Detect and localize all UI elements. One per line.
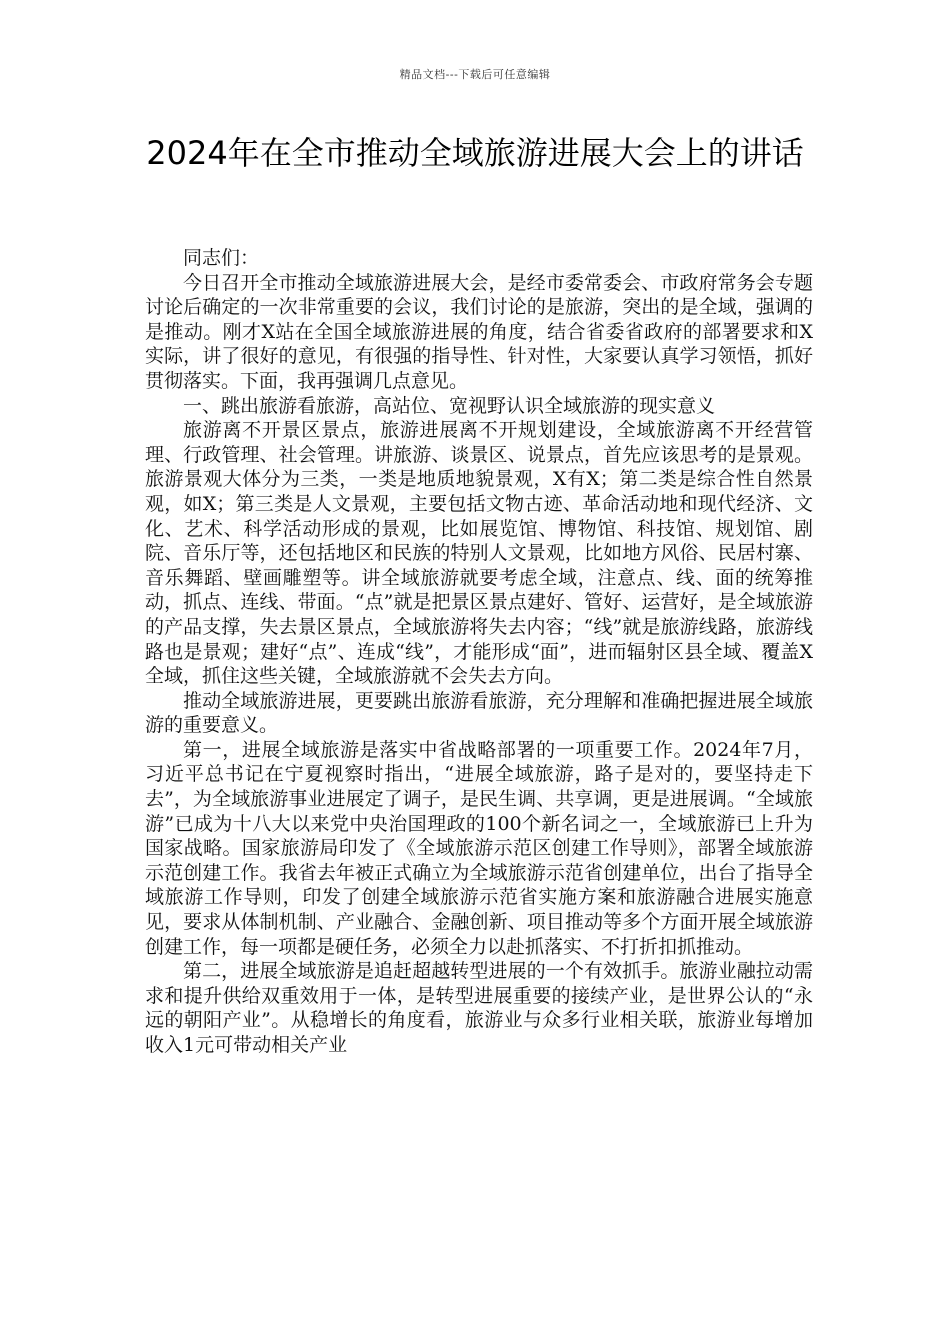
paragraph: 第一，进展全域旅游是落实中省战略部署的一项重要工作。2024年7月，习近平总书记在宁夏视察时指出，“进展全域旅游，路子是对的，要坚持走下去”，为全域旅游事业进展定了调子，是民生调、共享调，更是进展调。“全域旅游”已成为十八大以来党中央治国理政的100个新名词之一，全域旅游已上升为国家战略。国家旅游局印发了《全域旅游示范区创建工作导则》，部署全域旅游示范创建工作。我省去年被正式确立为全域旅游示范省创建单位，出台了指导全域旅游工作导则，印发了创建全域旅游示范省实施方案和旅游融合进展实施意见，要求从体制机制、产业融合、金融创新、项目推动等多个方面开展全域旅游创建工作，每一项都是硬任务，必须全力以赴抓落实、不打折扣抓推动。 [145,738,813,958]
paragraph: 第二，进展全域旅游是追赶超越转型进展的一个有效抓手。旅游业融拉动需求和提升供给双重效用于一体，是转型进展重要的接续产业，是世界公认的“永远的朝阳产业”。从稳增长的角度看，旅游业与众多行业相关联，旅游业每增加收入1元可带动相关产业 [145,960,813,1056]
document-title: 2024年在全市推动全域旅游进展大会上的讲话 [146,134,804,172]
salutation: 同志们： [183,247,260,269]
section-heading: 一、跳出旅游看旅游，高站位、宽视野认识全域旅游的现实意义 [183,394,716,417]
header-note: 精品文档---下载后可任意编辑 [399,68,551,81]
paragraph: 旅游离不开景区景点，旅游进展离不开规划建设，全域旅游离不开经营管理、行政管理、社会管理。讲旅游、谈景区、说景点，首先应该思考的是景观。旅游景观大体分为三类，一类是地质地貌景观，X有X；第二类是综合性自然景观，如X；第三类是人文景观，主要包括文物古迹、革命活动地和现代经济、文化、艺术、科学活动形成的景观，比如展览馆、博物馆、科技馆、规划馆、剧院、音乐厅等，还包括地区和民族的特别人文景观，比如地方风俗、民居村寨、音乐舞蹈、壁画雕塑等。讲全域旅游就要考虑全域，注意点、线、面的统筹推动，抓点、连线、带面。“点”就是把景区景点建好、管好、运营好，是全域旅游的产品支撑，失去景区景点，全域旅游将失去内容；“线”就是旅游线路，旅游线路也是景观；建好“点”、连成“线”，才能形成“面”，进而辐射区县全域、覆盖X全域，抓住这些关键，全域旅游就不会失去方向。 [145,419,813,688]
document-body [145,246,813,1058]
paragraph: 推动全域旅游进展，更要跳出旅游看旅游，充分理解和准确把握进展全域旅游的重要意义。 [145,689,813,737]
paragraph: 今日召开全市推动全域旅游进展大会，是经市委常委会、市政府常务会专题讨论后确定的一次非常重要的会议，我们讨论的是旅游，突出的是全域，强调的是推动。刚才X站在全国全域旅游进展的角度，结合省委省政府的部署要求和X实际，讲了很好的意见，有很强的指导性、针对性，大家要认真学习领悟，抓好贯彻落实。下面，我再强调几点意见。 [145,271,813,392]
